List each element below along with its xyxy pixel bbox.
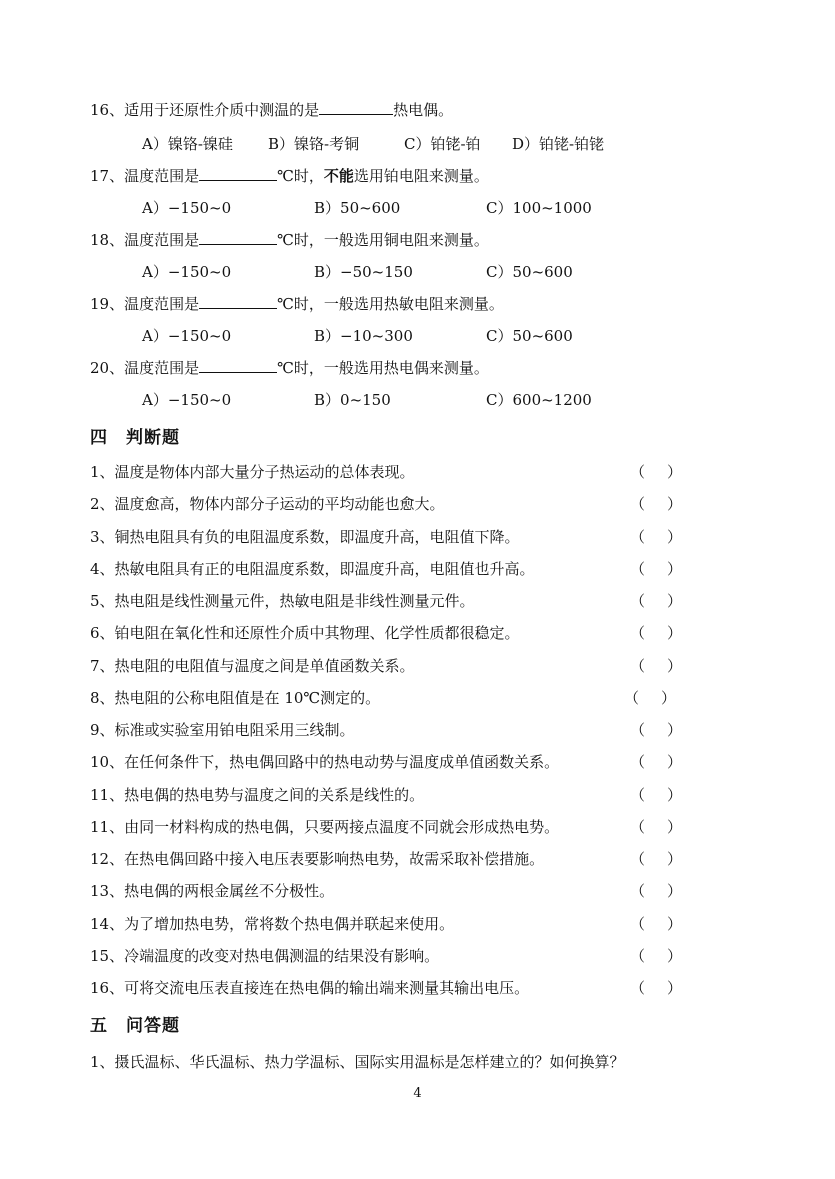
judgment-text: 7、热电阻的电阻值与温度之间是单值函数关系。: [90, 657, 415, 675]
judgment-item: [90, 752, 559, 772]
paren-close: ）: [666, 657, 682, 675]
judgment-text: 8、热电阻的公称电阻值是在 10℃测定的。: [90, 689, 381, 707]
question-17-emphasis: 不能: [323, 167, 354, 185]
option-a: A）−150~0: [142, 327, 232, 345]
judgment-text: 6、铂电阻在氧化性和还原性介质中其物理、化学性质都很稳定。: [90, 624, 520, 642]
section-heading-judgment: 四 判断题: [90, 428, 180, 448]
answer-parentheses[interactable]: [624, 688, 676, 708]
judgment-item: [90, 462, 415, 482]
judgment-item: [90, 591, 475, 611]
question-20: [90, 358, 489, 378]
judgment-text: 14、为了增加热电势，常将数个热电偶并联起来使用。: [90, 915, 455, 933]
judgment-item: [90, 494, 445, 514]
option-a: A）−150~0: [142, 391, 232, 409]
answer-parentheses[interactable]: [630, 785, 682, 805]
option-c: C）100~1000: [486, 199, 592, 217]
judgment-item: [90, 914, 454, 934]
judgment-text: 11、热电偶的热电势与温度之间的关系是线性的。: [90, 786, 425, 804]
paren-open: （: [630, 592, 646, 610]
judgment-text: 5、热电阻是线性测量元件，热敏电阻是非线性测量元件。: [90, 592, 475, 610]
paren-close: ）: [666, 947, 682, 965]
answer-parentheses[interactable]: [630, 881, 682, 901]
judgment-item: [90, 849, 544, 869]
paren-close: ）: [660, 689, 676, 707]
question-16-text: 16、适用于还原性介质中测温的是: [90, 101, 320, 119]
paren-open: （: [630, 657, 646, 675]
judgment-text: 1、温度是物体内部大量分子热运动的总体表现。: [90, 463, 415, 481]
option-b: B）0~150: [314, 391, 391, 409]
paren-close: ）: [666, 495, 682, 513]
option-b: B）−10~300: [314, 327, 413, 345]
answer-parentheses[interactable]: [630, 623, 682, 643]
paren-open: （: [630, 882, 646, 900]
answer-blank: [319, 100, 393, 115]
judgment-item: [90, 978, 529, 998]
answer-blank: [199, 294, 277, 309]
judgment-text: 13、热电偶的两根金属丝不分极性。: [90, 882, 335, 900]
paren-open: （: [630, 624, 646, 642]
answer-parentheses[interactable]: [630, 494, 682, 514]
answer-parentheses[interactable]: [630, 978, 682, 998]
paren-open: （: [630, 979, 646, 997]
option-c: C）铂铑-铂: [404, 135, 481, 153]
option-a: A）−150~0: [142, 199, 232, 217]
question-16: [90, 100, 453, 120]
answer-parentheses[interactable]: [630, 591, 682, 611]
question-19: [90, 294, 504, 314]
paren-close: ）: [666, 624, 682, 642]
paren-open: （: [624, 689, 640, 707]
judgment-item: [90, 720, 355, 740]
paren-close: ）: [666, 882, 682, 900]
option-d: D）铂铑-铂铑: [512, 135, 605, 153]
question-20-suffix: ℃时，一般选用热电偶来测量。: [277, 359, 489, 377]
paren-open: （: [630, 818, 646, 836]
paren-open: （: [630, 786, 646, 804]
judgment-item: [90, 688, 380, 708]
question-17-text: 17、温度范围是: [90, 167, 200, 185]
judgment-item: [90, 881, 334, 901]
paren-open: （: [630, 947, 646, 965]
question-18: [90, 230, 489, 250]
paren-open: （: [630, 495, 646, 513]
paren-close: ）: [666, 721, 682, 739]
judgment-item: [90, 527, 520, 547]
page-number: 4: [413, 1086, 422, 1101]
paren-close: ）: [666, 979, 682, 997]
paren-close: ）: [666, 850, 682, 868]
answer-parentheses[interactable]: [630, 656, 682, 676]
paren-close: ）: [666, 915, 682, 933]
judgment-text: 2、温度愈高，物体内部分子运动的平均动能也愈大。: [90, 495, 445, 513]
paren-open: （: [630, 560, 646, 578]
option-c: C）600~1200: [486, 391, 592, 409]
option-a: A）镍铬-镍硅: [142, 135, 233, 153]
paren-open: （: [630, 850, 646, 868]
judgment-text: 15、冷端温度的改变对热电偶测温的结果没有影响。: [90, 947, 440, 965]
judgment-item: [90, 623, 520, 643]
question-18-suffix: ℃时，一般选用铜电阻来测量。: [277, 231, 489, 249]
judgment-text: 11、由同一材料构成的热电偶，只要两接点温度不同就会形成热电势。: [90, 818, 560, 836]
question-18-text: 18、温度范围是: [90, 231, 200, 249]
answer-parentheses[interactable]: [630, 462, 682, 482]
judgment-text: 16、可将交流电压表直接连在热电偶的输出端来测量其输出电压。: [90, 979, 530, 997]
judgment-item: [90, 656, 415, 676]
judgment-item: [90, 946, 439, 966]
judgment-text: 12、在热电偶回路中接入电压表要影响热电势，故需采取补偿措施。: [90, 850, 545, 868]
option-b: B）镍铬-考铜: [268, 135, 360, 153]
judgment-item: [90, 559, 535, 579]
option-b: B）−50~150: [314, 263, 413, 281]
judgment-text: 4、热敏电阻具有正的电阻温度系数，即温度升高，电阻值也升高。: [90, 560, 535, 578]
option-b: B）50~600: [314, 199, 401, 217]
paren-close: ）: [666, 528, 682, 546]
answer-blank: [199, 166, 277, 181]
judgment-item: [90, 817, 559, 837]
answer-parentheses[interactable]: [630, 720, 682, 740]
answer-parentheses[interactable]: [630, 946, 682, 966]
paren-close: ）: [666, 818, 682, 836]
paren-close: ）: [666, 592, 682, 610]
option-c: C）50~600: [486, 327, 573, 345]
answer-parentheses[interactable]: [630, 817, 682, 837]
judgment-text: 9、标准或实验室用铂电阻采用三线制。: [90, 721, 355, 739]
paren-open: （: [630, 753, 646, 771]
answer-parentheses[interactable]: [630, 559, 682, 579]
paren-open: （: [630, 463, 646, 481]
paren-open: （: [630, 915, 646, 933]
paren-close: ）: [666, 753, 682, 771]
question-19-suffix: ℃时，一般选用热敏电阻来测量。: [277, 295, 504, 313]
question-19-text: 19、温度范围是: [90, 295, 200, 313]
question-16-suffix: 热电偶。: [393, 101, 454, 119]
option-a: A）−150~0: [142, 263, 232, 281]
question-17-unit: ℃时，: [277, 167, 324, 185]
answer-blank: [199, 358, 277, 373]
answer-parentheses[interactable]: [630, 914, 682, 934]
judgment-item: [90, 785, 424, 805]
judgment-text: 10、在任何条件下，热电偶回路中的热电动势与温度成单值函数关系。: [90, 753, 560, 771]
answer-parentheses[interactable]: [630, 752, 682, 772]
option-c: C）50~600: [486, 263, 573, 281]
paren-close: ）: [666, 786, 682, 804]
question-20-text: 20、温度范围是: [90, 359, 200, 377]
judgment-text: 3、铜热电阻具有负的电阻温度系数，即温度升高，电阻值下降。: [90, 528, 520, 546]
essay-question-1: 1、摄氏温标、华氏温标、热力学温标、国际实用温标是怎样建立的？如何换算？: [90, 1053, 625, 1071]
paren-close: ）: [666, 560, 682, 578]
answer-parentheses[interactable]: [630, 527, 682, 547]
answer-blank: [199, 230, 277, 245]
paren-close: ）: [666, 463, 682, 481]
section-heading-essay: 五 问答题: [90, 1016, 180, 1036]
paren-open: （: [630, 721, 646, 739]
question-17: [90, 166, 489, 186]
question-17-suffix: 选用铂电阻来测量。: [353, 167, 489, 185]
paren-open: （: [630, 528, 646, 546]
answer-parentheses[interactable]: [630, 849, 682, 869]
